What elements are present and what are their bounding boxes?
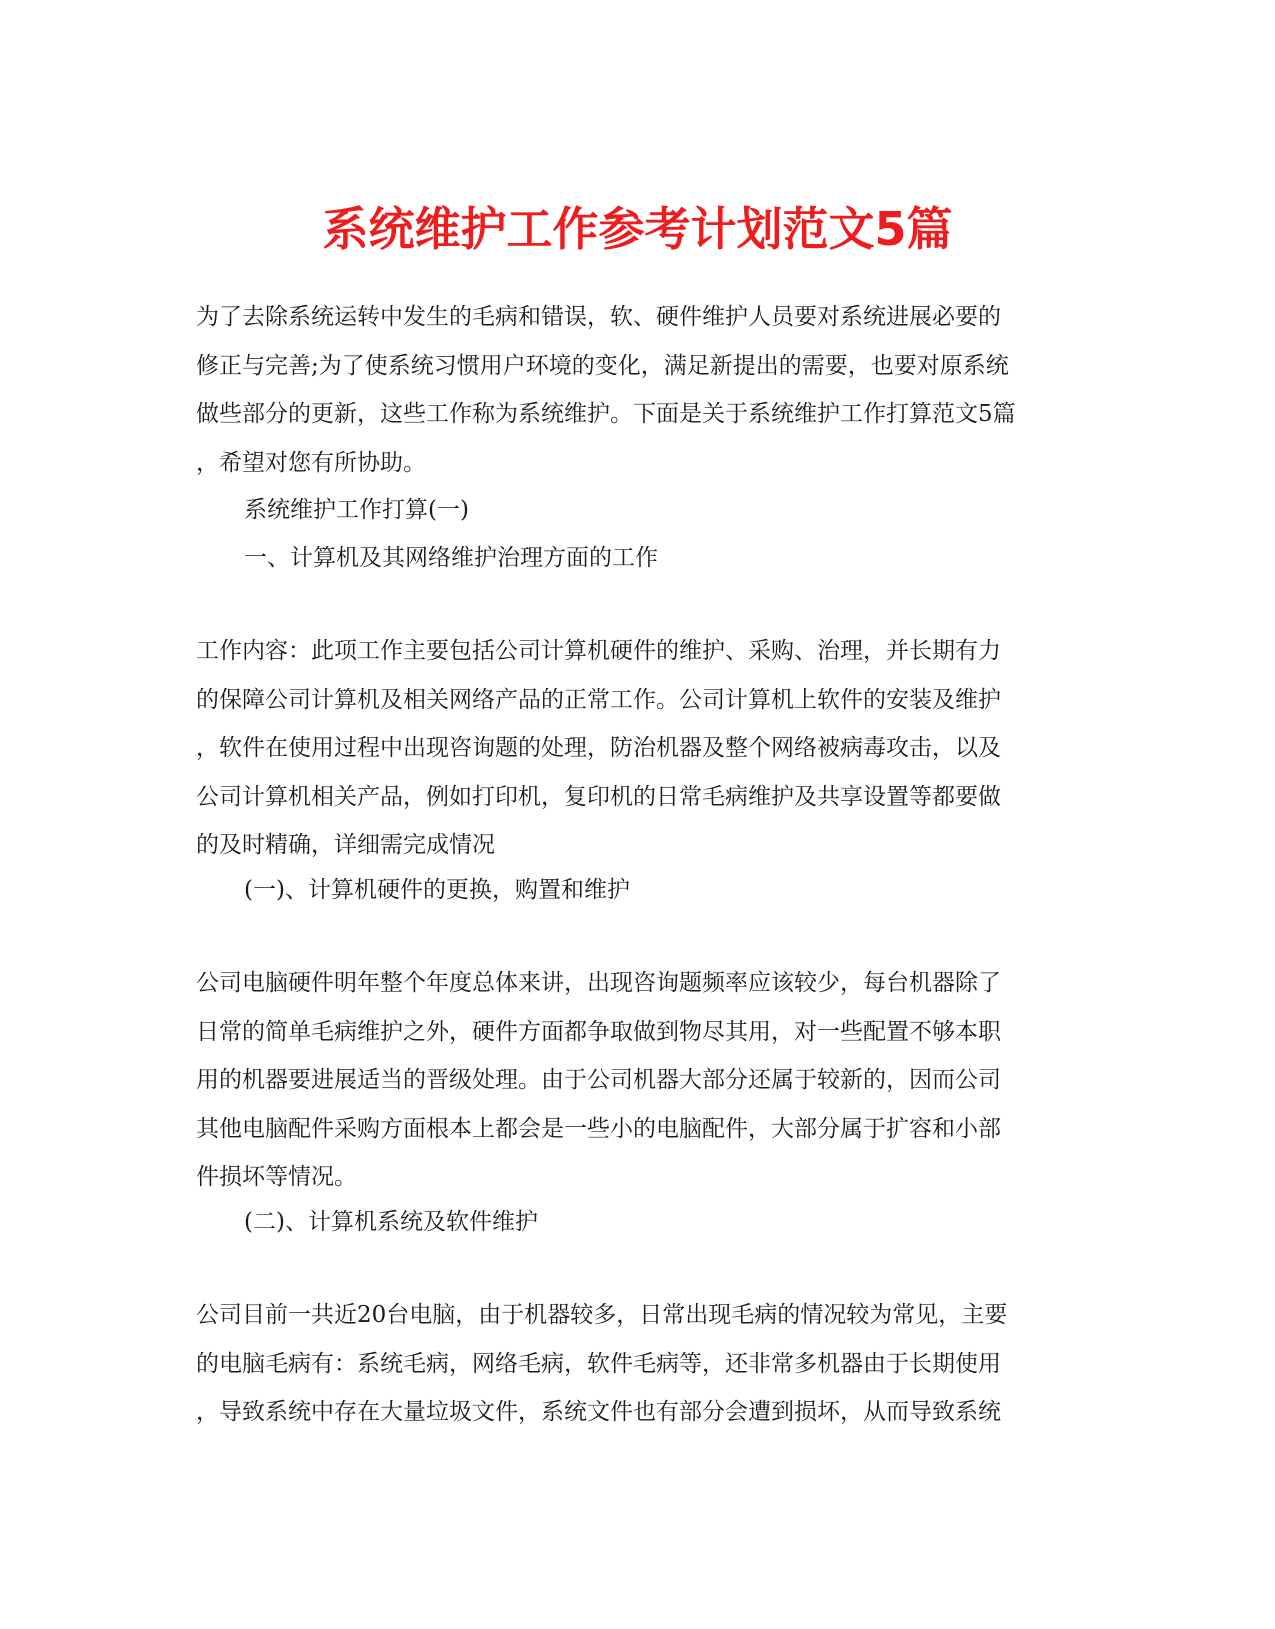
hardware-line: 件损坏等情况。 <box>196 1164 357 1190</box>
intro-line: 做些部分的更新，这些工作称为系统维护。下面是关于系统维护工作打算范文5篇 <box>196 401 1016 427</box>
document-title: 系统维护工作参考计划范文5篇 <box>322 201 953 256</box>
hardware-line: 公司电脑硬件明年整个年度总体来讲，出现咨询题频率应该较少，每台机器除了 <box>196 970 1001 996</box>
section1-title: 系统维护工作打算(一) <box>244 497 469 523</box>
software-line: 的电脑毛病有：系统毛病，网络毛病，软件毛病等，还非常多机器由于长期使用 <box>196 1350 1001 1377</box>
hardware-line: 用的机器要进展适当的晋级处理。由于公司机器大部分还属于较新的，因而公司 <box>196 1067 1001 1093</box>
software-line: ，导致系统中存在大量垃圾文件，系统文件也有部分会遭到损坏，从而导致系统 <box>196 1399 1001 1425</box>
part1-title: 一、计算机及其网络维护治理方面的工作 <box>244 545 658 571</box>
intro-paragraph <box>196 293 1076 487</box>
work-content-line: 的保障公司计算机及相关网络产品的正常工作。公司计算机上软件的安装及维护 <box>196 686 1001 713</box>
intro-line: 修正与完善;为了使系统习惯用户环境的变化，满足新提出的需要，也要对原系统 <box>196 352 1009 379</box>
hardware-paragraph <box>196 959 1076 1202</box>
work-content-line: ，软件在使用过程中出现咨询题的处理，防治机器及整个网络被病毒攻击，以及 <box>196 735 1001 761</box>
intro-line: ，希望对您有所协助。 <box>196 449 426 476</box>
work-content-line: 工作内容：此项工作主要包括公司计算机硬件的维护、采购、治理，并长期有力 <box>196 638 1001 664</box>
intro-line: 为了去除系统运转中发生的毛病和错误，软、硬件维护人员要对系统进展必要的 <box>196 304 1001 330</box>
sub1-title: (一)、计算机硬件的更换，购置和维护 <box>244 877 630 903</box>
software-paragraph <box>196 1291 1076 1437</box>
hardware-line: 其他电脑配件采购方面根本上都会是一些小的电脑配件，大部分属于扩容和小部 <box>196 1115 1001 1142</box>
sub2-title: (二)、计算机系统及软件维护 <box>244 1209 538 1235</box>
work-content-paragraph <box>196 627 1076 870</box>
work-content-line: 的及时精确，详细需完成情况 <box>196 832 495 858</box>
software-line: 公司目前一共近20台电脑，由于机器较多，日常出现毛病的情况较为常见，主要 <box>196 1302 1008 1328</box>
work-content-line: 公司计算机相关产品，例如打印机，复印机的日常毛病维护及共享设置等都要做 <box>196 783 1001 810</box>
hardware-line: 日常的简单毛病维护之外，硬件方面都争取做到物尽其用，对一些配置不够本职 <box>196 1018 1001 1045</box>
